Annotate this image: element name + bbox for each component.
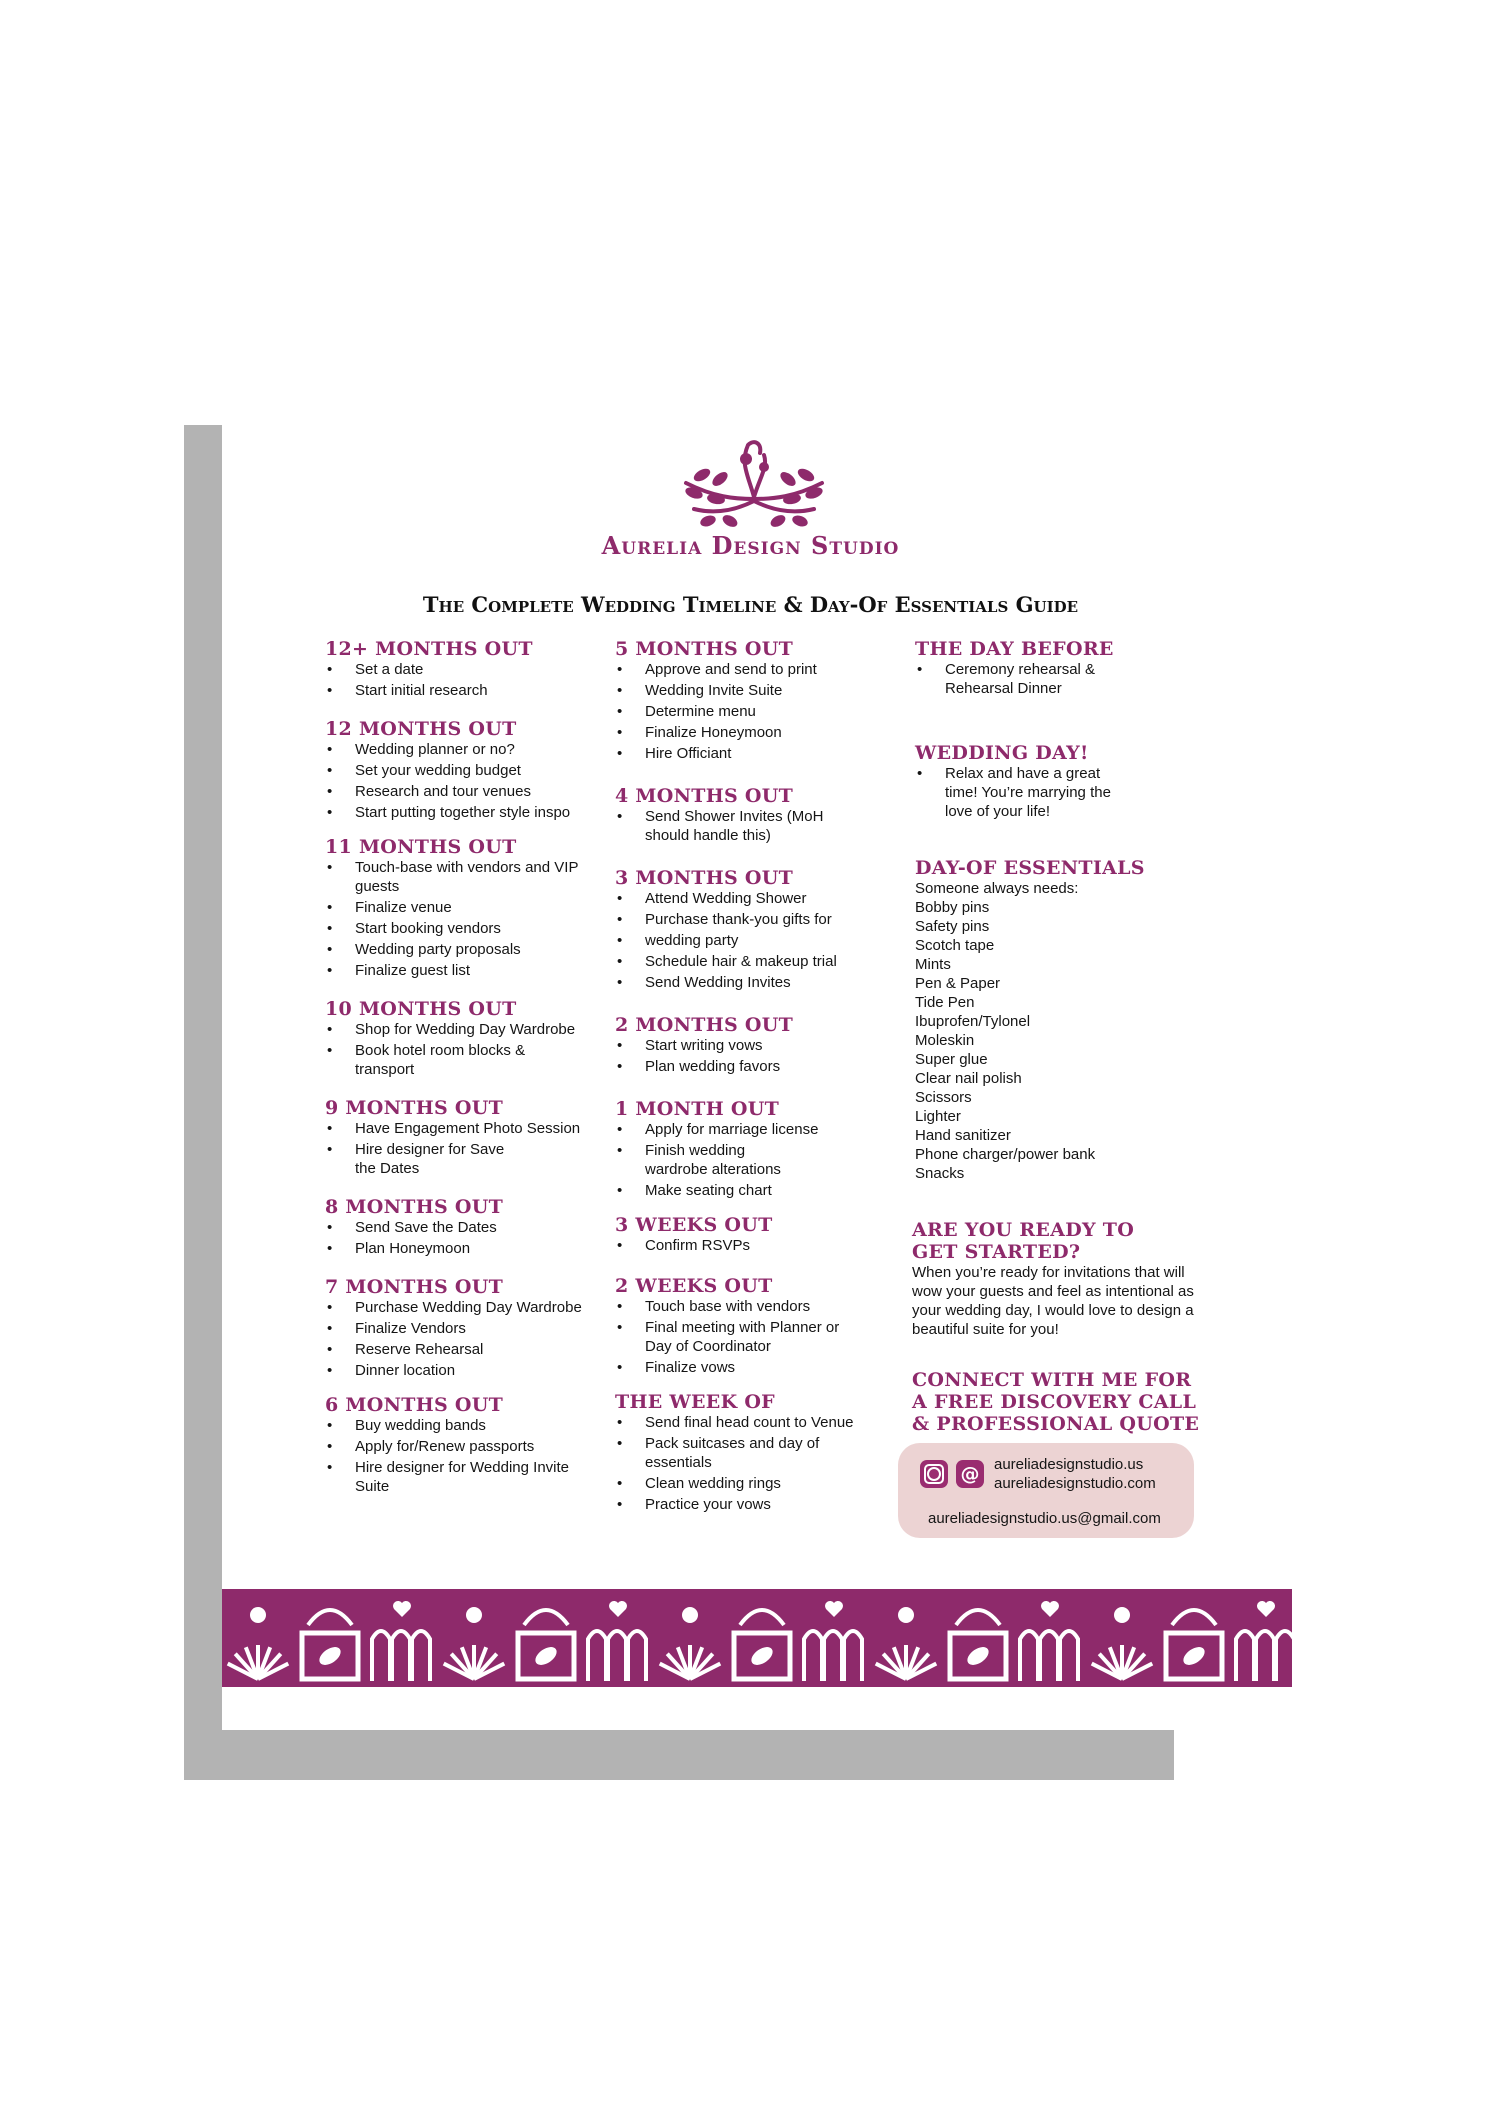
timeline-column-1 [325,638,615,1498]
section-heading: 10 MONTHS OUT [325,998,517,1020]
section-4-months [615,785,907,845]
timeline-item: • Dinner location [325,1361,615,1380]
section-wedding-day [912,742,1212,821]
essential-item: Bobby pins [915,899,990,916]
timeline-item: • Finalize Vendors [325,1319,615,1338]
timeline-item: • Set your wedding budget [325,761,615,780]
floral-logo-icon [664,437,844,535]
section-9-months [325,1097,615,1178]
timeline-item: • Start initial research [325,681,615,700]
section-5-months [615,638,907,763]
timeline-item: • Send Wedding Invites [615,973,907,992]
timeline-item: • Plan Honeymoon [325,1239,615,1258]
essential-item: Lighter [915,1108,961,1125]
timeline-item: • Finalize guest list [325,961,615,980]
timeline-item: • Pack suitcases and day of essentials [615,1434,835,1472]
section-7-months [325,1276,615,1380]
timeline-item: • Purchase thank-you gifts for [615,910,907,929]
timeline-item: • Approve and send to print [615,660,907,679]
timeline-item: • Set a date [325,660,615,679]
timeline-item: • Research and tour venues [325,782,615,801]
section-heading: 8 MONTHS OUT [325,1196,504,1218]
section-heading: 12 MONTHS OUT [325,718,517,740]
contact-box [898,1443,1194,1538]
section-heading: 9 MONTHS OUT [325,1097,504,1119]
timeline-item: • Confirm RSVPs [615,1236,907,1255]
section-heading: 2 MONTHS OUT [615,1014,794,1036]
timeline-item: • Attend Wedding Shower [615,889,907,908]
section-12plus-months [325,638,615,700]
brand-name: Aurelia Design Studio [601,531,900,560]
ready-text: When you’re ready for invitations that will wow your guests and feel as intentional as your wedding day, I would love to design a beautiful suite for you! [912,1264,1194,1338]
timeline-item: • Apply for/Renew passports [325,1437,615,1456]
section-day-before [912,638,1212,698]
section-2-months [615,1014,907,1076]
timeline-item: • Final meeting with Planner or Day of Coordinator [615,1318,855,1356]
essentials-list [915,879,1212,1183]
timeline-item: • wedding party [615,931,907,950]
timeline-item: • Start putting together style inspo [325,803,580,822]
timeline-item: • Schedule hair & makeup trial [615,952,907,971]
essential-item: Pen & Paper [915,975,1001,992]
essentials-intro: Someone always needs: [915,880,1079,897]
essential-item: Scotch tape [915,937,995,954]
decorative-pattern-band [222,1589,1292,1687]
section-heading: DAY-OF ESSENTIALS [915,857,1145,879]
section-heading: CONNECT WITH ME FOR A FREE DISCOVERY CALL & PROFESSIONAL QUOTE [912,1369,1200,1435]
section-heading: 1 MONTH OUT [615,1098,780,1120]
section-week-of [615,1391,907,1514]
essential-item: Mints [915,956,951,973]
timeline-item: • Start writing vows [615,1036,907,1055]
section-heading: THE WEEK OF [615,1391,775,1413]
timeline-item: • Shop for Wedding Day Wardrobe [325,1020,615,1039]
timeline-item: • Send Shower Invites (MoH should handle this) [615,807,845,845]
essential-item: Hand sanitizer [915,1127,1011,1144]
essential-item: Clear nail polish [915,1070,1022,1087]
essential-item: Safety pins [915,918,990,935]
section-heading: 3 WEEKS OUT [615,1214,773,1236]
section-heading: 11 MONTHS OUT [325,836,517,858]
section-6-months [325,1394,615,1496]
timeline-item: • Touch base with vendors [615,1297,907,1316]
threads-icon[interactable]: @ [956,1460,984,1488]
timeline-item: • Reserve Rehearsal [325,1340,615,1359]
timeline-item: • Start booking vendors [325,919,615,938]
timeline-column-2 [615,638,907,1516]
essential-item: Scissors [915,1089,972,1106]
section-2-weeks [615,1275,907,1377]
timeline-item: • Determine menu [615,702,907,721]
document-title: The Complete Wedding Timeline & Day-Of Essentials Guide [422,592,1079,617]
section-3-months [615,867,907,992]
section-3-weeks [615,1214,907,1255]
timeline-item: • Finalize venue [325,898,615,917]
timeline-item: • Finish wedding wardrobe alterations [615,1141,805,1179]
section-heading: 7 MONTHS OUT [325,1276,504,1298]
essential-item: Moleskin [915,1032,975,1049]
timeline-item: • Practice your vows [615,1495,907,1514]
essential-item: Ibuprofen/Tylonel [915,1013,1031,1030]
section-heading: 5 MONTHS OUT [615,638,794,660]
timeline-item: • Relax and have a great time! You’re marrying the love of your life! [915,764,1120,821]
section-1-month [615,1098,907,1200]
essential-item: Super glue [915,1051,988,1068]
social-handle[interactable]: aureliadesignstudio.us [994,1456,1144,1473]
section-heading: 3 MONTHS OUT [615,867,794,889]
section-heading: ARE YOU READY TO GET STARTED? [912,1219,1135,1263]
page-shadow-bottom [184,1730,1174,1780]
timeline-item: • Wedding party proposals [325,940,615,959]
section-connect [912,1369,1212,1435]
timeline-item: • Hire Officiant [615,744,907,763]
section-day-of-essentials [912,857,1212,1183]
website-link[interactable]: aureliadesignstudio.com [994,1475,1156,1492]
page-shadow-left [184,425,222,1780]
timeline-item: • Hire designer for Wedding Invite Suite [325,1458,570,1496]
timeline-item: • Purchase Wedding Day Wardrobe [325,1298,615,1317]
timeline-item: • Finalize vows [615,1358,907,1377]
timeline-item: • Make seating chart [615,1181,907,1200]
section-ready [912,1219,1212,1339]
section-11-months [325,836,615,980]
instagram-icon[interactable] [920,1460,948,1488]
timeline-item: • Apply for marriage license [615,1120,907,1139]
timeline-item: • Touch-base with vendors and VIP guests [325,858,580,896]
section-12-months [325,718,615,822]
section-heading: 12+ MONTHS OUT [325,638,533,660]
timeline-item: • Send Save the Dates [325,1218,615,1237]
section-10-months [325,998,615,1079]
essential-item: Phone charger/power bank [915,1146,1096,1163]
timeline-item: • Have Engagement Photo Session [325,1119,615,1138]
timeline-item: • Finalize Honeymoon [615,723,907,742]
timeline-item: • Book hotel room blocks & transport [325,1041,565,1079]
section-heading: THE DAY BEFORE [915,638,1114,660]
timeline-item: • Plan wedding favors [615,1057,907,1076]
section-8-months [325,1196,615,1258]
essential-item: Tide Pen [915,994,975,1011]
essential-item: Snacks [915,1165,965,1182]
section-heading: 6 MONTHS OUT [325,1394,504,1416]
timeline-item: • Buy wedding bands [325,1416,615,1435]
timeline-item: • Wedding Invite Suite [615,681,907,700]
timeline-item: • Hire designer for Save the Dates [325,1140,505,1178]
timeline-column-3 [912,638,1212,1435]
timeline-item: • Wedding planner or no? [325,740,615,759]
timeline-item: • Ceremony rehearsal & Rehearsal Dinner [915,660,1135,698]
section-heading: 4 MONTHS OUT [615,785,794,807]
section-heading: 2 WEEKS OUT [615,1275,773,1297]
section-heading: WEDDING DAY! [915,742,1089,764]
timeline-item: • Send final head count to Venue [615,1413,855,1432]
email-link[interactable]: aureliadesignstudio.us@gmail.com [928,1510,1161,1527]
timeline-item: • Clean wedding rings [615,1474,907,1493]
